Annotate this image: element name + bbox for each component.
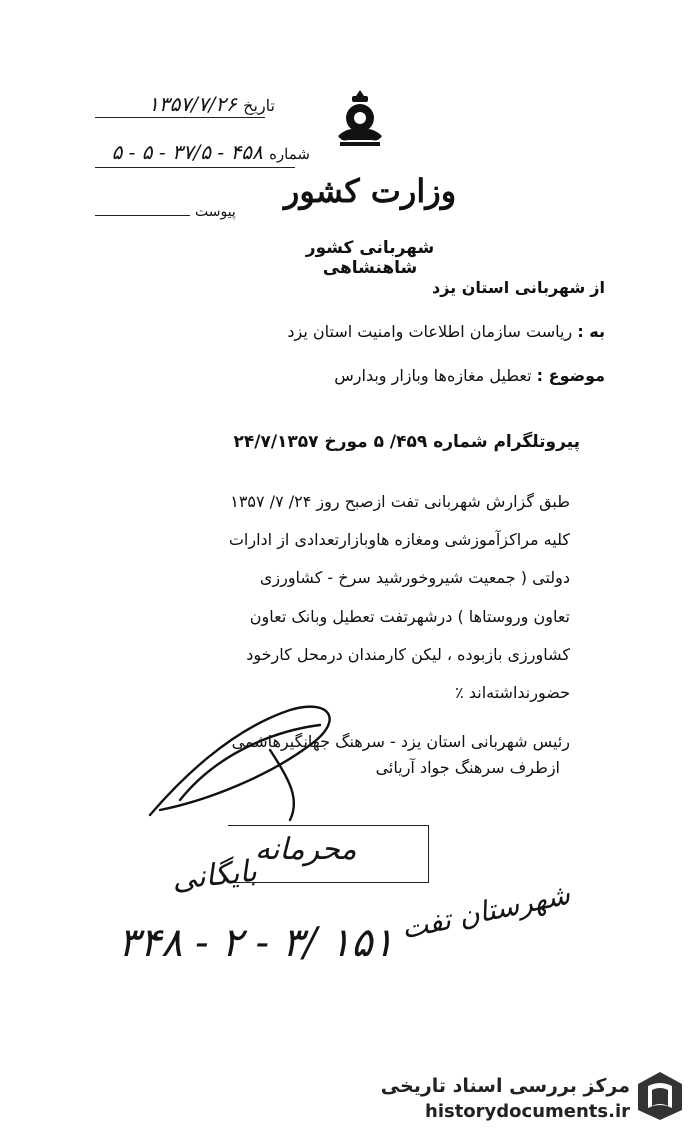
number-value: ۴۵۸ - ۳۷/۵ - ۵ - ۵ (111, 140, 263, 164)
handwritten-file-number: ۳۴۸ - ۲ - ۳/ ۱۵۱ (118, 920, 394, 966)
signature-scribble-icon (140, 690, 360, 830)
ministry-title: وزارت کشور (283, 172, 457, 210)
subject-row (334, 366, 605, 385)
attachment-underline (95, 215, 190, 216)
number-label: شماره (269, 145, 310, 163)
body-line-2: کلیه مراکزآموزشی ومغازه هاوبازارتعدادی از ادارات (228, 530, 570, 549)
body-line-1: طبق گزارش شهربانی تفت ازصبح روز ۲۴/ ۷/ ۱۳۵۷ (230, 492, 570, 511)
body-line-5: کشاورزی بازبوده ، لیکن کارمندان درمحل کارخود (246, 645, 570, 664)
department-title: شهربانی کشور شاهنشاهی (305, 238, 435, 278)
from-label: از (590, 278, 605, 297)
date-underline (95, 117, 265, 118)
body-line-6: حضورنداشته‌اند ٪ (455, 683, 570, 702)
reference-line: پیروتلگرام شماره ۴۵۹/ ۵ مورخ ۲۴/۷/۱۳۵۷ (233, 432, 580, 452)
date-row (95, 92, 275, 116)
from-value: شهربانی استان یزد (432, 278, 586, 297)
to-value: ریاست سازمان اطلاعات وامنیت استان یزد (287, 322, 573, 341)
signature-line-2: ازطرف سرهنگ جواد آریائی (375, 758, 560, 777)
body-line-4: تعاون وروستاها ) درشهرتفت تعطیل وبانک تعاون (249, 607, 570, 626)
body-line-3: دولتی ( جمعیت شیروخورشید سرخ - کشاورزی (259, 568, 570, 587)
watermark-name: مرکز بررسی اسناد تاریخی (380, 1075, 630, 1097)
to-row (287, 322, 605, 341)
subject-label: موضوع : (536, 366, 605, 385)
date-label: تاریخ (243, 96, 275, 115)
handwritten-note-taft: شهرستان تفت (398, 877, 573, 946)
subject-value: تعطیل مغازه‌ها وبازار وبدارس (334, 366, 532, 385)
signature-line-1: رئیس شهربانی استان یزد - سرهنگ جهانگیرهاشمی (231, 732, 570, 751)
number-underline (95, 167, 295, 168)
to-label: به : (577, 322, 605, 341)
confidential-stamp: محرمانه (255, 832, 357, 867)
archive-logo-icon (636, 1070, 684, 1122)
handwritten-note-archive: بایگانی (170, 853, 259, 898)
watermark-site[interactable]: historydocuments.ir (425, 1101, 630, 1122)
date-value: ۱۳۵۷/۷/۲۶ (148, 92, 237, 116)
attachment-label: پیوست (195, 204, 236, 220)
from-row (432, 278, 605, 297)
lion-and-sun-emblem-icon (330, 88, 390, 150)
number-row (95, 140, 310, 164)
